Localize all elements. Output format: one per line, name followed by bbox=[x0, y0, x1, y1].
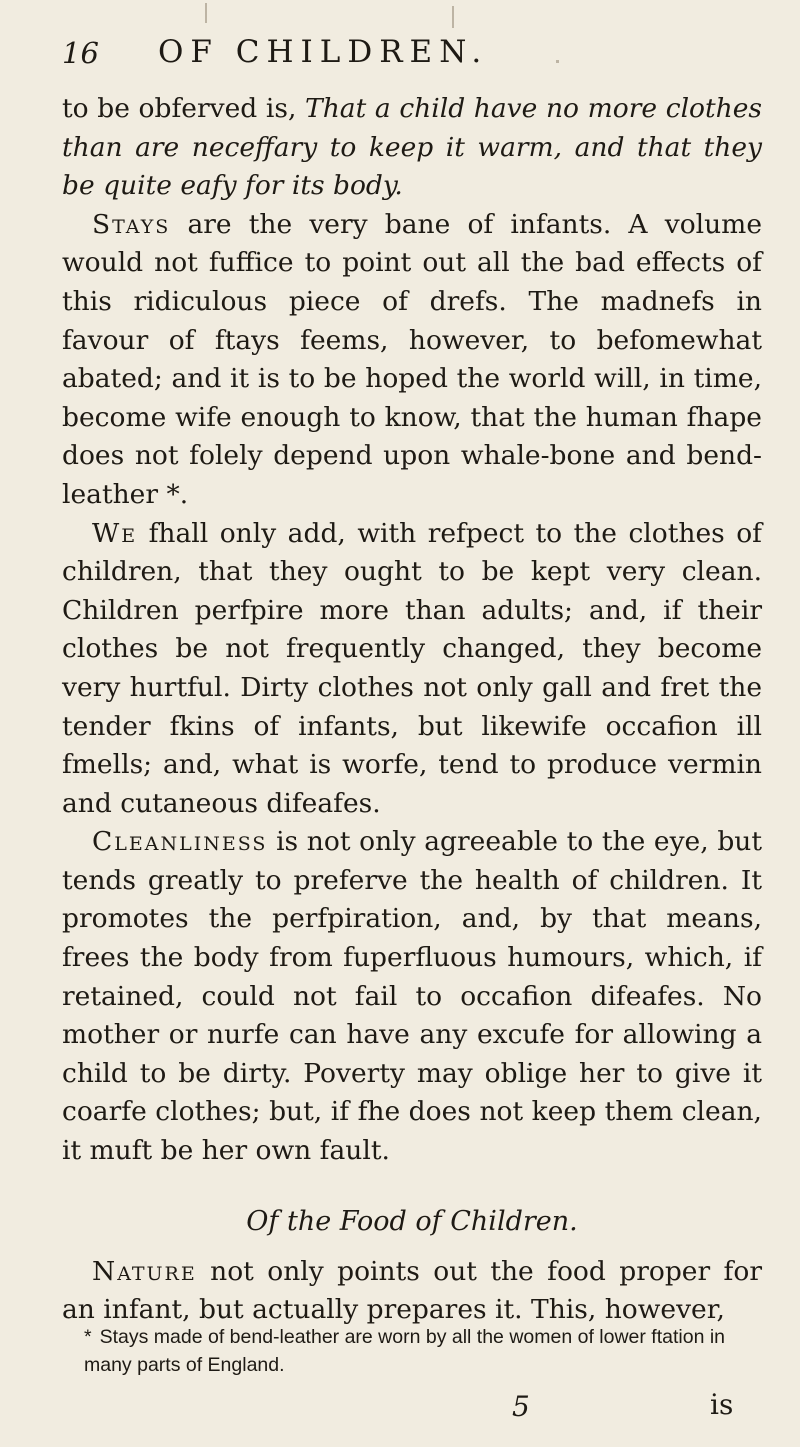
paragraph-clothes-lead: We bbox=[92, 517, 138, 549]
paper-speck bbox=[452, 6, 454, 28]
paragraph-nature bbox=[62, 1253, 762, 1330]
paragraph-1-italic: That a child have no more clothes than are neceffary to keep it warm, and that they be quite eafy for its body. bbox=[62, 93, 762, 202]
body-text bbox=[62, 90, 762, 1330]
paragraph-1 bbox=[62, 90, 762, 206]
paragraph-stays-text: are the very bane of infants. A volume would not fuffice to point out all the bad effects of this ridiculous piece of drefs. The madnefs in favour of ftays feems, however, to befomewhat abated; and it is to be hoped the world will, in time, become wife enough to know, that the human fhape does not folely depend upon whale-bone and bend-leather *. bbox=[62, 208, 762, 510]
paragraph-cleanliness-lead: Cleanliness bbox=[92, 826, 268, 858]
page-header bbox=[62, 28, 760, 78]
section-heading: Of the Food of Children. bbox=[246, 1205, 578, 1237]
footnote-mark: * bbox=[84, 1326, 92, 1348]
paragraph-clothes-text: fhall only add, with refpect to the clothes of children, that they ought to be kept very clean. Children perfpire more than adults; and, if their clothes be not frequently changed, they become very hurtful. Dirty clothes not only gall and fret the tender fkins of infants, but likewife occafion ill fmells; and, what is worfe, tend to produce vermin and cutaneous difeafes. bbox=[62, 517, 762, 819]
paragraph-stays-lead: Stays bbox=[92, 208, 171, 240]
paragraph-nature-text: not only points out the food proper for an infant, but actually prepares it. This, however, bbox=[62, 1255, 762, 1326]
signature-mark: 5 bbox=[512, 1390, 530, 1423]
paragraph-stays bbox=[62, 206, 762, 515]
paragraph-nature-lead: Nature bbox=[92, 1255, 197, 1287]
paper-speck bbox=[205, 3, 207, 23]
paper-speck bbox=[556, 60, 559, 63]
paragraph-clothes bbox=[62, 515, 762, 824]
running-head: OF CHILDREN. bbox=[158, 34, 489, 70]
paragraph-cleanliness bbox=[62, 823, 762, 1170]
footnote bbox=[84, 1323, 760, 1379]
page-number: 16 bbox=[62, 36, 99, 70]
footnote-text: Stays made of bend-leather are worn by all the women of lower ftation in many parts of England. bbox=[84, 1326, 726, 1376]
paragraph-1-lead: to be obferved is, bbox=[62, 93, 306, 124]
paragraph-cleanliness-text: is not only agreeable to the eye, but tends greatly to preferve the health of children. It promotes the perfpiration, and, by that means, frees the body from fuperfluous humours, which, if retained, could not fail to occafion difeafes. No mother or nurfe can have any excufe for allowing a child to be dirty. Poverty may oblige her to give it coarfe clothes; but, if fhe does not keep them clean, it muft be her own fault. bbox=[62, 826, 762, 1167]
catchword: is bbox=[710, 1388, 734, 1421]
